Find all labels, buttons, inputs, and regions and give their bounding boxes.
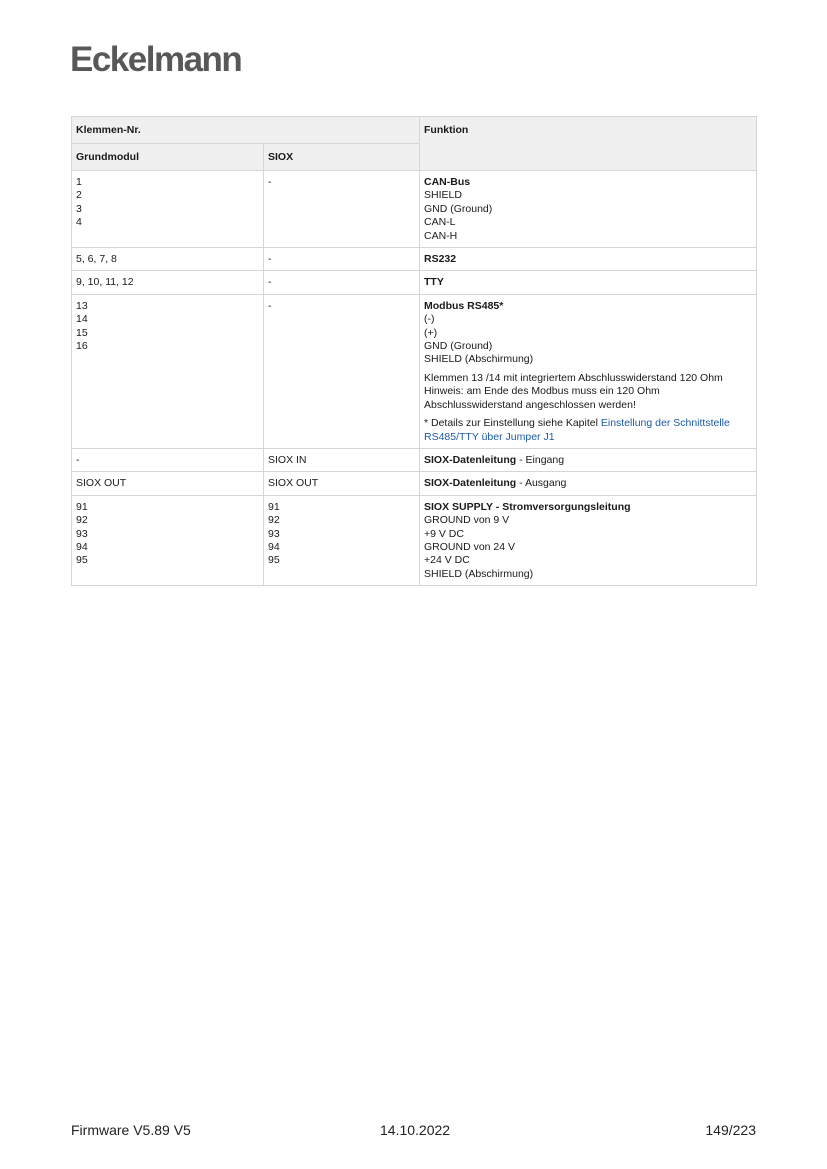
siox-value: 93: [268, 527, 280, 540]
siox-value: 94: [268, 540, 280, 553]
siox-cell: [264, 294, 420, 448]
grundmodul-cell: 5, 6, 7, 8: [72, 248, 264, 271]
termination-note: Klemmen 13 /14 mit integriertem Abschlusswiderstand 120 Ohm Hinweis: am Ende des Modbus muss ein 120 Ohm Abschlusswiderstand angeschlossen werden!: [424, 371, 723, 411]
grundmodul-cell: [72, 171, 264, 248]
table-row: [72, 495, 757, 585]
terminal-number: 2: [76, 189, 82, 202]
grundmodul-cell: [72, 495, 264, 585]
function-suffix: - Ausgang: [516, 477, 567, 490]
function-line: CAN-H: [424, 229, 458, 242]
footer-firmware: Firmware V5.89 V5: [71, 1122, 191, 1138]
header-row-1: [72, 117, 757, 144]
terminal-number: 14: [76, 313, 88, 326]
funktion-cell: [420, 495, 757, 585]
function-line: SHIELD (Abschirmung): [424, 353, 534, 366]
header-siox: SIOX: [264, 144, 420, 171]
terminal-number: 4: [76, 216, 82, 229]
function-line: (+): [424, 326, 438, 339]
function-title: CAN-Bus: [424, 176, 471, 188]
function-line: SHIELD (Abschirmung): [424, 567, 534, 580]
siox-value: -: [268, 176, 272, 188]
table-row: [72, 472, 757, 495]
siox-value: 91: [268, 500, 280, 513]
siox-cell: SIOX OUT: [264, 472, 420, 495]
function-title: SIOX-Datenleitung: [424, 477, 517, 490]
table-row: [72, 448, 757, 471]
funktion-cell: [420, 472, 757, 495]
function-title: SIOX SUPPLY - Stromversorgungsleitung: [424, 500, 631, 513]
function-line: CAN-L: [424, 216, 456, 229]
funktion-cell: [420, 171, 757, 248]
terminal-number: 1: [76, 176, 82, 188]
details-note: [424, 417, 752, 444]
grundmodul-cell: SIOX OUT: [72, 472, 264, 495]
eckelmann-logo: Eckelmann: [70, 40, 242, 79]
function-line: +9 V DC: [424, 527, 464, 540]
footer-page-number: 149/223: [705, 1122, 756, 1138]
function-title: TTY: [424, 276, 444, 289]
terminal-number: 91: [76, 500, 88, 513]
terminal-number: 95: [76, 554, 88, 567]
siox-cell: [264, 171, 420, 248]
terminal-number: 94: [76, 540, 88, 553]
table-row: [72, 248, 757, 271]
grundmodul-cell: 9, 10, 11, 12: [72, 271, 264, 294]
function-line: SHIELD: [424, 189, 462, 202]
terminal-number: 13: [76, 299, 88, 312]
funktion-cell: [420, 294, 757, 448]
siox-cell: -: [264, 271, 420, 294]
header-grundmodul: Grundmodul: [72, 144, 264, 171]
siox-value: -: [268, 299, 272, 312]
function-line: GROUND von 9 V: [424, 514, 510, 527]
function-title: SIOX-Datenleitung: [424, 453, 517, 466]
function-line: (-): [424, 313, 435, 326]
terminal-number: 3: [76, 202, 82, 215]
funktion-cell: [420, 448, 757, 471]
siox-cell: -: [264, 248, 420, 271]
grundmodul-cell: [72, 294, 264, 448]
siox-value: 95: [268, 554, 280, 567]
function-line: GND (Ground): [424, 340, 493, 353]
function-line: +24 V DC: [424, 554, 470, 567]
chapter-link[interactable]: Einstellung der Schnittstelle RS485/TTY über Jumper J1: [424, 417, 730, 443]
table-row: [72, 294, 757, 448]
siox-cell: [264, 495, 420, 585]
details-note-prefix: * Details zur Einstellung siehe Kapitel: [424, 417, 601, 430]
table-row: [72, 171, 757, 248]
siox-value: 92: [268, 514, 280, 527]
header-klemmen-nr: Klemmen-Nr.: [72, 117, 420, 144]
function-title: Modbus RS485*: [424, 299, 504, 312]
footer-date: 14.10.2022: [380, 1122, 451, 1138]
header-funktion: Funktion: [420, 117, 757, 171]
function-suffix: - Eingang: [516, 453, 565, 466]
terminal-number: 92: [76, 514, 88, 527]
terminal-number: 93: [76, 527, 88, 540]
funktion-cell: [420, 248, 757, 271]
funktion-cell: [420, 271, 757, 294]
table-row: [72, 271, 757, 294]
function-line: GND (Ground): [424, 202, 493, 215]
terminal-number: 15: [76, 326, 88, 339]
function-line: GROUND von 24 V: [424, 540, 516, 553]
grundmodul-cell: -: [72, 448, 264, 471]
siox-cell: SIOX IN: [264, 448, 420, 471]
function-title: RS232: [424, 253, 457, 266]
terminal-number: 16: [76, 340, 88, 353]
terminal-table: [71, 116, 757, 586]
